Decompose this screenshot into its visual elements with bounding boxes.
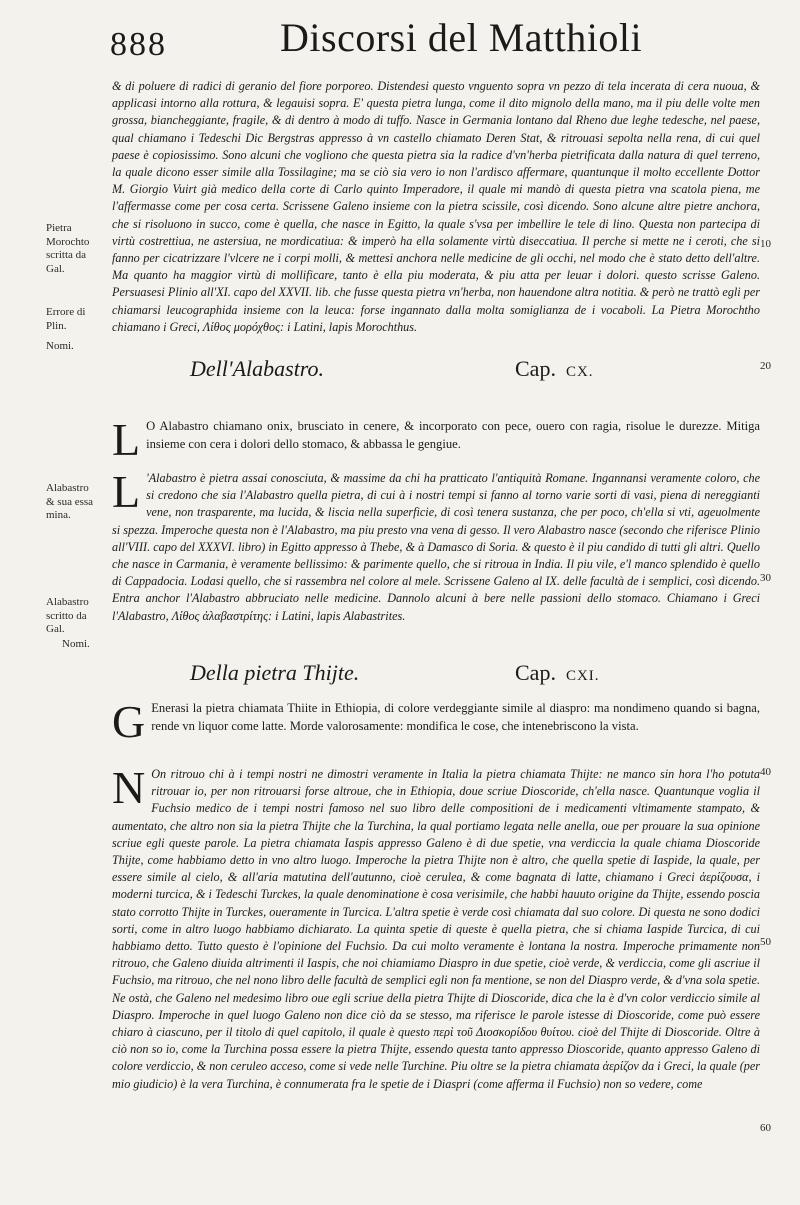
paragraph-thijte-commentary: On ritrouo chi à i tempi nostri ne dimostri veramente in Italia la pietra chiamata Thijte: ne manco sin hora l'ho potuta ritrouar io, per non ritrouarsi forse altroue, che in Ethiopia, doue scriue Dioscoride, ch'ella nasce. Quantunque voglia il Fuchsio medico de i tempi nostri famoso nel suo libro delle compositioni de i medicamenti vltimamente stampato, & aumentato, che altro non sia la pietra Thijte che la Turchina, la qual portiamo legata nelle anella, oue per prouare la sua opinione scriue egli queste parole. La pietra chiamata Iaspis appresso Galeno è di due spetie, vna verdiccia la quale chiama Dioscoride Thijte, come habbiamo detto in vno altro luogo. Imperoche la pietra Thijte non è altro, che quella spetie di Iaspide, la quale, per essere simile al cielo, & all'aria matutina dell'autunno, cioè cerulea, & come bagnata di latte, chiamano i Greci ἀερίζουσα, i moderni turcica, & i Tedeschi Turckes, la quale denominatione è cosa verisimile, che habbi hauuto origine da Thijte, essendo poscia stato corrotto Thijte in Turckes, oueramente in Turcica. L'altra spetie è verde così chiamata dal suo colore. Di questa ne sono dodici sorti, come in altro luogo habbiamo dichiarato. La quinta spetie di queste è quella pietra, che si chiama Iaspide Turcica, di cui habbiamo detto. Tutto questo è l'opinione del Fuchsio. Da cui molto veramente è lontana la nostra. Imperoche primamente non ritrouo, che Galeno diuida altrimenti il Iaspis, che noi chiamiamo Diaspro in due spetie, cioè verde, & verdiccia, come gli ascriue il Fuchsio, ma ritrouo, che nel nono libro delle facultà de semplici egli non fa mentione, se non del Diaspro verde, & d'vna sola spetie. Ne ostà, che Galeno nel medesimo libro oue egli scriue della pietra Thijte di Dioscoride, dica che la è d'vn color verdiccio simile al Diaspro. Imperoche in quel luogo Galeno non dice ciò da se stesso, ma riferisce le parole istesse di Dioscoride, come può essere chiaro à ciascuno, per il titolo di quel capitolo, il quale è questo περὶ τοῦ Διοσκορίδου θυίτου. cioè del Thijte di Dioscoride. Oltre à ciò non so io, come la Turchina possa essere la pietra Thijte, essendo questa tanto appresso Dioscoride, quanto appresso Galeno di colore verdiccio, & non ceruleo acceso, come si vede nelle Turchine. Piu oltre se la pietra chiamata ἀερίζον da i Greci, la quale (per mio giudicio) è la vera Turchina, è connumerata fra le spetie de i Diaspri (come afferma il Fuchsio) non so vedere, come [112,767,760,1091]
margin-line: Gal. [46,262,65,275]
margin-line: Pietra [46,222,72,234]
text-block-continuation [112,78,760,336]
margin-line: Gal. [46,623,65,635]
paragraph-alabastro-commentary: 'Alabastro è pietra assai conosciuta, & massime da chi ha pratticato l'antiquità Romane. Ingannansi veramente coloro, che si credono che sia l'Alabastro quella pietra, di cui à i nostri tempi si fanno al torno varie sorti di vasi, piena di nereggianti vene, non trasparente, ma lucida, & liscia nella superficie, di così tenera sustanza, che per poco, ch'ella si vti, ageuolmente si spezza. Imperoche questa non è l'Alabastro, ma piu presto vna vena di gesso. Il vero Alabastro nasce (secondo che riferisce Plinio all'VIII. capo del XXXVI. libro) in Egitto appresso à Thebe, & à Damasco di Soria. & questo è il piu candido di tutti gli altri. Quello che nasce in Carmania, è veramente bellissimo: & parimente quello, che si ritroua in India. Il piu vile, e'l manco splendido è quello di Cappadocia. Lodasi quello, che si rassembra nel colore al mele. Scrissene Galeno al IX. delle facultà de i semplici, così dicendo. Entra anchor l'Alabastro abbruciato nelle medicine. Dannolo alcuni à bere nelle passioni dello stomaco. Chiamano i Greci l'Alabastro, Λίθος ἀλαβαστρίτης: i Latini, lapis Alabastrites. [112,471,760,623]
margin-note-nomi [46,340,74,354]
margin-line: Errore di [46,306,86,318]
line-number: 30 [760,572,771,584]
margin-line: Nomi. [46,340,74,352]
chapter-title: Della pietra Thijte. [190,660,360,685]
cap-label: Cap. [515,660,556,685]
cap-number: CXI. [565,668,600,684]
margin-line: scritto da [46,609,87,622]
margin-note-nomi [62,638,90,652]
margin-line: mina. [46,509,71,521]
paragraph-alabastro-dioscorides: O Alabastro chiamano onix, brusciato in cenere, & incorporato con pece, ouero con ragia, risolue le durezze. Mitiga insieme con cera i dolori dello stomaco, & abbassa le gengiue. [146,419,760,451]
text-block-alabastro-commentary [112,466,760,625]
cap-number: CX. [565,364,594,380]
margin-line: Alabastro [46,482,89,494]
line-number: 50 [760,936,771,948]
margin-line: scritta da [46,249,87,261]
chapter-heading-cx [190,356,750,382]
margin-note-errore-plinio [46,306,85,333]
drop-cap: G [112,696,146,747]
drop-cap: N [112,762,146,813]
cap-label: Cap. [515,356,556,381]
line-number: 10 [760,238,771,250]
chapter-heading-cxi [190,660,750,686]
paragraph-thiite-dioscorides: Enerasi la pietra chiamata Thiite in Ethiopia, di colore verdeggiante simile al diaspro: ma nondimeno quando si bagna, rende vn liquor come latte. Morde valorosamente: mondifica le cose, che intenebriscono la vista. [151,701,760,733]
margin-line: Plin. [46,319,67,332]
margin-line: Nomi. [62,638,90,650]
line-number: 40 [760,766,771,778]
page-header [110,14,730,74]
margin-line: Alabastro [46,596,89,608]
text-block-dioscorides-alabastro [112,414,760,465]
page-number: 888 [110,26,167,63]
drop-cap: L [112,414,141,465]
drop-cap: L [112,466,141,517]
line-number: 60 [760,1122,771,1134]
margin-line: & sua essa [46,495,94,508]
chapter-cap-label [515,356,594,382]
paragraph-morochtho: & di poluere di radici di geranio del fiore porporeo. Distendesi questo vnguento sopra vn pezzo di tela incerata di cera nuoua, & applicasi intorno alla rottura, & legauisi sopra. E' questa pietra lunga, come il dito mignolo della mano, ma il piu delle volte men grossa, biancheggiante, fragile, & di dentro à modo di tuffo. Nasce in Germania lontano dal Rheno due leghe tedesche, nel paese, qual chiamano i Tedeschi Dic Bergstras appresso à vn castello chiamato Deren Stat, & ritrouasi sepolta nella rena, di cui quel paese è copiosissimo. Sono alcuni che vogliono che questa pietra sia la radice d'vn'herba pietrificata dalla natura di quel terreno, la quale dicono esser simile alla Tossilagine; ma se ciò sia vero io non l'ardisco affermare, quantunque il molto eccellente Dottor M. Giorgio Vuirt già medico della corte di Carlo quinto Imperadore, il quale mi mandò di questa pietra vna scatola piena, me l'affermasse come per cosa certa. Scrissene Galeno insieme con la pietra scissile, così dicendo. Sono alcune altre pietre anchora, che si risoluono in succo, come è quella, che nasce in Egitto, la quale s'vsa per imbellire le tele di lino. Questa non partecipa di virtù costrettiua, ne astersiua, ne mordicatiua: & imperò ha ella solamente virtù diseccatiua. Il perche si mette ne i ceroti, che si fanno per cicatrizzare l'vlcere ne i corpi molli, & mettesi anchora nelle medicine de gli occhi, nel modo che è stato detto dell'altre. Ma quanto ha maggior virtù di mollificare, tanto è ella piu moderata, & piu atta per leuar i dolori. questo scrisse Galeno. Persuasesi Plinio all'XI. capo del XXVII. lib. che fusse questa pietra vn'herba, non hauendone altra notitia. & però ne trattò egli per chiamarsi leucographida insieme con la leuca: forse ingannato dalla molta somiglianza de i vocaboli. La Pietra Morochtho chiamano i Greci, Λίθος μορόχθος: i Latini, lapis Morochthus. [112,79,760,334]
margin-line: Morochto [46,235,90,248]
chapter-cap-label [515,660,600,686]
margin-note-alabastro-galeno [46,596,89,637]
text-block-dioscorides-thiite [112,696,760,747]
line-number: 20 [760,360,771,372]
running-title: Discorsi del Matthioli [280,15,643,60]
margin-note-pietra-morochto [46,222,89,276]
text-block-thijte-commentary [112,762,760,1093]
chapter-title: Dell'Alabastro. [190,356,325,381]
margin-note-alabastro-essamina [46,482,93,523]
